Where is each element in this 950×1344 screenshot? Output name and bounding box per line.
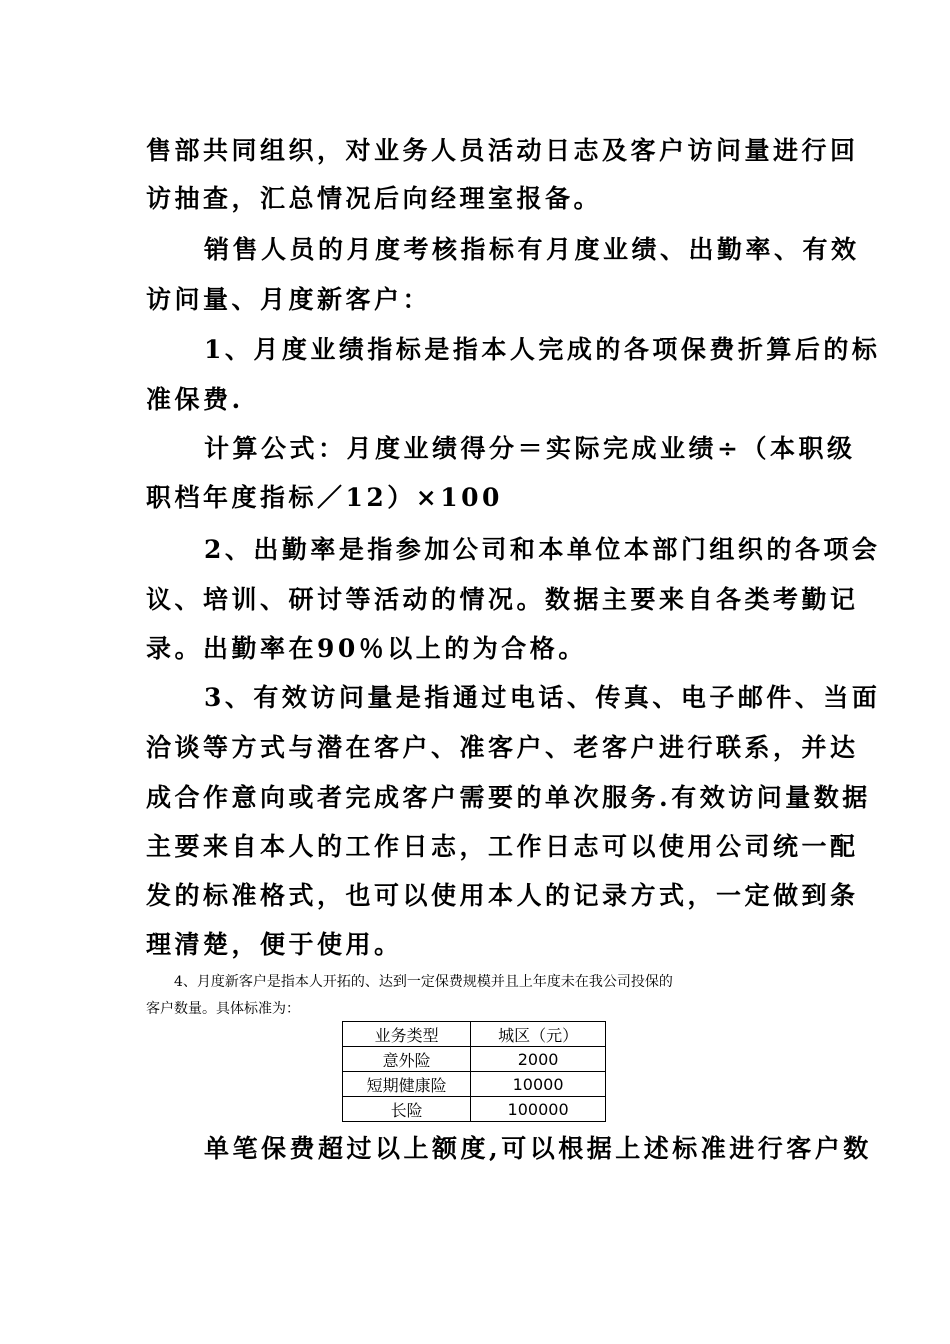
- paragraph-line: 2、出勤率是指参加公司和本单位本部门组织的各项会: [204, 535, 881, 564]
- paragraph-line: 理清楚，便于使用。: [146, 930, 403, 959]
- paragraph-line: 录。出勤率在90％以上的为合格。: [146, 634, 587, 663]
- paragraph-line: 发的标准格式，也可以使用本人的记录方式，一定做到条: [146, 881, 859, 910]
- paragraph-line: 3、有效访问量是指通过电话、传真、电子邮件、当面: [204, 683, 881, 712]
- table-header-row: [343, 1022, 606, 1047]
- paragraph-line: 访问量、月度新客户：: [146, 285, 432, 314]
- table-row: [343, 1072, 606, 1097]
- paragraph-line: 销售人员的月度考核指标有月度业绩、出勤率、有效: [204, 235, 860, 264]
- paragraph-line: 4、月度新客户是指本人开拓的、达到一定保费规模并且上年度未在我公司投保的: [174, 974, 673, 990]
- table-header-cell: 城区（元）: [471, 1022, 606, 1047]
- paragraph-line: 售部共同组织，对业务人员活动日志及客户访问量进行回: [146, 136, 859, 165]
- paragraph-line: 1、月度业绩指标是指本人完成的各项保费折算后的标: [204, 335, 881, 364]
- table-cell: 100000: [471, 1097, 606, 1122]
- paragraph-line: 单笔保费超过以上额度,可以根据上述标准进行客户数: [204, 1134, 872, 1163]
- paragraph-line: 访抽查，汇总情况后向经理室报备。: [146, 184, 603, 213]
- paragraph-line: 议、培训、研讨等活动的情况。数据主要来自各类考勤记: [146, 585, 859, 614]
- paragraph-line: 洽谈等方式与潜在客户、准客户、老客户进行联系，并达: [146, 733, 859, 762]
- table-cell: 2000: [471, 1047, 606, 1072]
- paragraph-line: 成合作意向或者完成客户需要的单次服务.有效访问量数据: [146, 783, 871, 812]
- table-cell: 短期健康险: [343, 1072, 471, 1097]
- formula-line: 职档年度指标／12）×100: [146, 483, 503, 512]
- paragraph-line: 主要来自本人的工作日志，工作日志可以使用公司统一配: [146, 832, 859, 861]
- paragraph-line: 客户数量。具体标准为：: [146, 1001, 300, 1017]
- table-header-cell: 业务类型: [343, 1022, 471, 1047]
- table-cell: 意外险: [343, 1047, 471, 1072]
- table-row: [343, 1097, 606, 1122]
- table-cell: 长险: [343, 1097, 471, 1122]
- paragraph-line: 准保费.: [146, 385, 244, 414]
- table-cell: 10000: [471, 1072, 606, 1097]
- table-row: [343, 1047, 606, 1072]
- new-customer-standard-table: [342, 1021, 606, 1122]
- formula-line: 计算公式：月度业绩得分＝实际完成业绩÷（本职级: [204, 434, 856, 463]
